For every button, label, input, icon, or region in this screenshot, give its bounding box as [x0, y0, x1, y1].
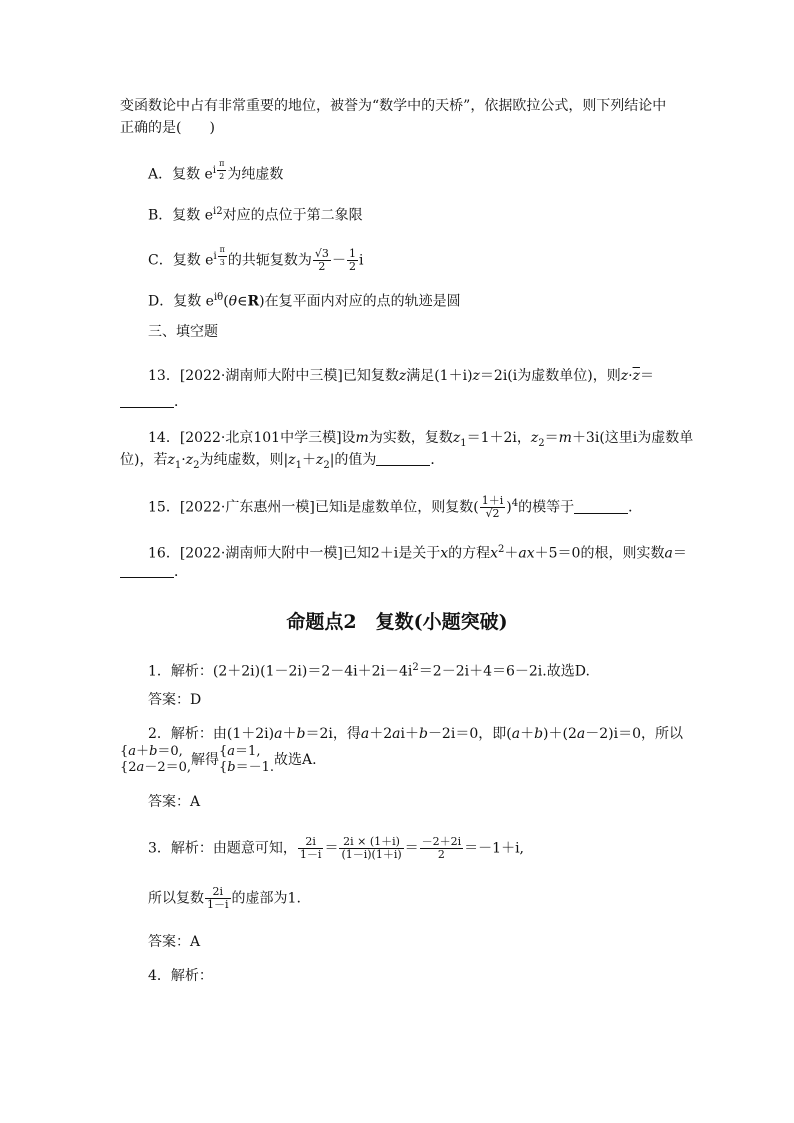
answer-2-result: 答案：A: [148, 794, 201, 810]
intro-line-2: 正确的是( ): [120, 120, 215, 136]
answer-3-result: 答案：A: [148, 934, 201, 950]
answer-2-line-1: 2．解析：由(1＋2i)a＋b＝2i，得a＋2ai＋b－2i＝0，即(a＋b)＋(2a－2)i＝0，所以: [148, 726, 683, 742]
option-a: A．复数 $e^{i \frac{\pi}{2}}$ 为纯虚数: [148, 159, 284, 183]
question-14-line-1: 14．[2022·北京101中学三模]设m为实数，复数$z_1=1+2i$，$z_2=m+3i$(这里i为虚数单: [148, 430, 694, 449]
question-13: 13．[2022·湖南师大附中三模]已知复数z满足(1＋i)z＝2i(i为虚数单位)，则$z\cdot\overline{z}=$: [148, 368, 654, 384]
answer-4: 4．解析：: [148, 968, 213, 984]
option-c: C．复数 $e^{i \frac{\pi}{3}}$ 的共轭复数为 $\frac{√3}{2}$ － $\frac{1}{2}$ i: [148, 245, 364, 274]
answer-3-line-1: 3．解析：由题意可知， $\frac{2i}{1-i}$ ＝ $\frac{2i \times (1+i)}{(1-i)(1+i)}$ ＝ $\frac{-2+2i}{2}$ ＝－1＋i,: [148, 835, 525, 861]
answer-3-line-2: 所以复数 $\frac{2i}{1-i}$ 的虚部为1.: [148, 885, 301, 911]
question-13-blank: ．: [120, 392, 674, 412]
answer-2-line-2: {a＋b＝0, {2a－2＝0,解得{a＝1, {b＝－1.故选A.: [120, 744, 317, 775]
question-16-line-1: 16．[2022·湖南师大附中一模]已知2＋i是关于x的方程$x^2+ax+5=0$的根，则实数a＝: [148, 544, 687, 562]
question-14-line-2: 位)，若$z_1\cdot z_2$为纯虚数，则$|z_1+z_2|$的值为 ．: [120, 452, 445, 471]
option-b: B．复数 $e^{i2}$对应的点位于第二象限: [148, 206, 363, 224]
question-15: 15．[2022·广东惠州一模]已知i是虚数单位，则复数( $\frac{1+i}{√2}$ )$^4$的模等于 ．: [148, 494, 643, 521]
answer-1-result: 答案：D: [148, 692, 202, 708]
section-heading: 三、填空题: [148, 324, 218, 340]
question-16-line-2: ．: [120, 562, 674, 582]
answer-1: 1．解析：$(2+2i)(1-2i)=2-4i+2i-4i^2=2-2i+4=6-2i$.故选D.: [148, 662, 590, 680]
answers-title: 命题点2 复数(小题突破): [286, 611, 508, 633]
option-d: D．复数 $e^{i\theta}(\theta\in R)$在复平面内对应的点的轨迹是圆: [148, 292, 461, 310]
intro-line-1: 变函数论中占有非常重要的地位，被誉为“数学中的天桥”，依据欧拉公式，则下列结论中: [120, 98, 667, 114]
